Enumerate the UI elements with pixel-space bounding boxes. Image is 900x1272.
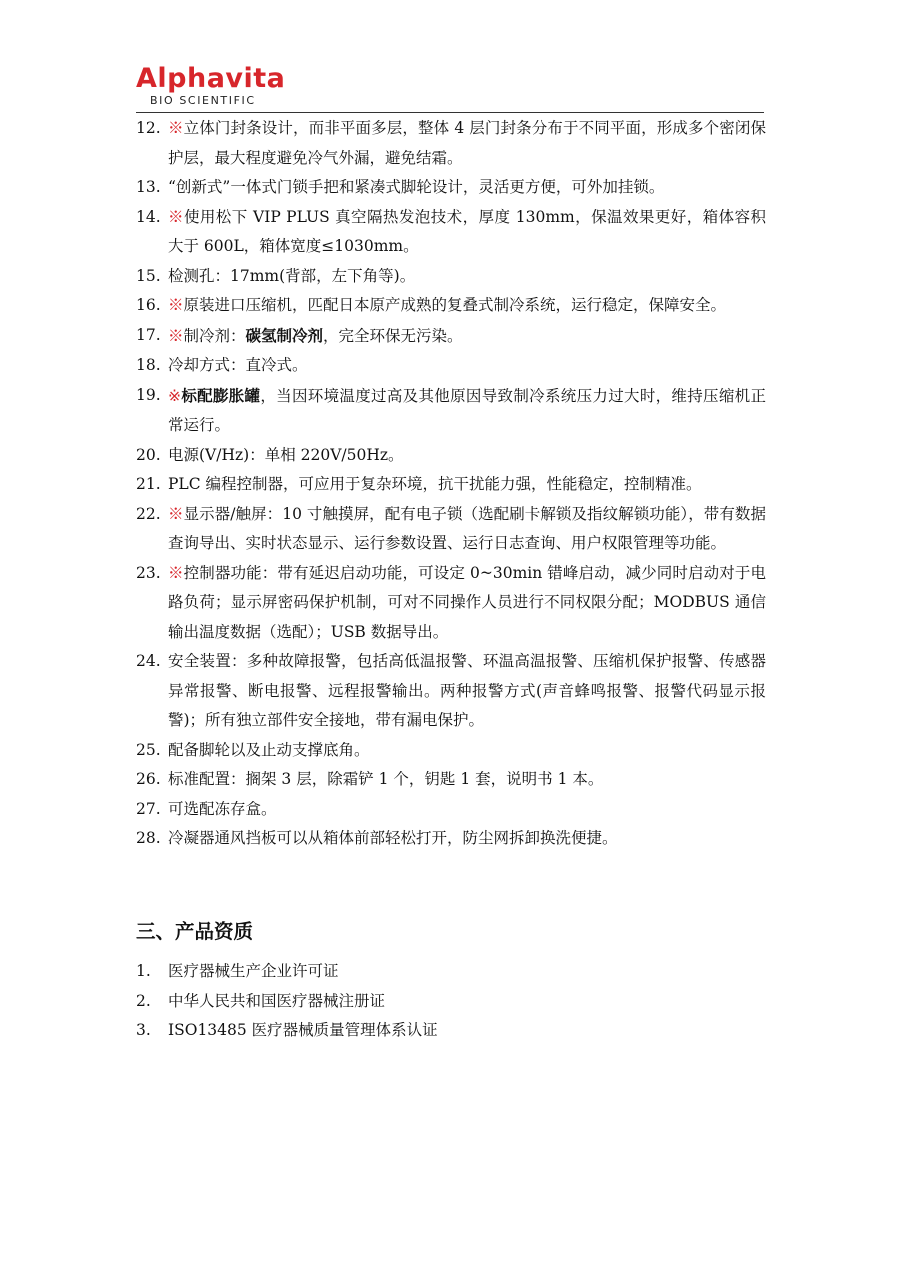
- list-item: [136, 114, 766, 173]
- item-text: [168, 203, 766, 262]
- list-item: [136, 441, 766, 471]
- item-number: 18.: [136, 356, 161, 374]
- header-divider: [136, 112, 764, 113]
- item-text-part: ，当因环境温度过高及其他原因导致制冷系统压力过大时，维持压缩机正常运行。: [168, 386, 766, 434]
- item-text: [168, 736, 766, 766]
- item-number: 13.: [136, 178, 161, 196]
- item-number: 15.: [136, 266, 161, 285]
- key-item-mark: ※: [168, 563, 184, 582]
- item-text-part: “创新式”一体式门锁手把和紧凑式脚轮设计，灵活更方便，可外加挂锁。: [168, 178, 665, 196]
- item-text: [168, 262, 766, 292]
- emphasis-text: 标配膨胀罐: [181, 385, 261, 405]
- feature-list: [136, 114, 766, 854]
- logo-wordmark: Alphavita: [136, 63, 286, 94]
- item-text: ISO13485 医疗器械质量管理体系认证: [168, 1021, 438, 1039]
- emphasis-text: 碳氢制冷剂: [245, 325, 324, 345]
- item-text: [168, 647, 766, 736]
- item-text-part: 显示器/触屏：10 寸触摸屏，配有电子锁（选配刷卡解锁及指纹解锁功能），带有数据查询导出、实时状态显示、运行参数设置、运行日志查询、用户权限管理等功能。: [168, 504, 766, 552]
- list-item: [136, 500, 766, 559]
- item-text: [168, 824, 766, 854]
- item-number: 25.: [136, 740, 161, 759]
- list-item: [136, 824, 766, 854]
- key-item-mark: ※: [168, 296, 184, 314]
- key-item-mark: ※: [168, 207, 184, 226]
- item-text: [168, 470, 766, 500]
- item-text: [168, 173, 766, 203]
- list-item: [136, 381, 766, 441]
- list-item: [136, 351, 766, 381]
- qualification-item: [136, 957, 766, 987]
- item-number: 22.: [136, 504, 161, 523]
- key-item-mark: ※: [168, 326, 184, 345]
- list-item: [136, 262, 766, 292]
- item-text: 医疗器械生产企业许可证: [168, 962, 339, 980]
- item-number: 3.: [136, 1021, 151, 1039]
- qualification-item: [136, 987, 766, 1017]
- item-text-part: 制冷剂：: [183, 326, 246, 345]
- item-number: 23.: [136, 563, 161, 582]
- item-text: [168, 291, 766, 321]
- item-number: 21.: [136, 475, 161, 493]
- item-number: 19.: [136, 385, 161, 404]
- item-text-part: 可选配冻存盒。: [168, 799, 277, 818]
- item-text-part: 标准配置：搁架 3 层，除霜铲 1 个，钥匙 1 套，说明书 1 本。: [168, 770, 604, 788]
- item-text: [168, 559, 766, 648]
- item-number: 26.: [136, 770, 161, 788]
- item-text-part: 控制器功能：带有延迟启动功能，可设定 0~30min 错峰启动，减少同时启动对于电路负荷；显示屏密码保护机制，可对不同操作人员进行不同权限分配；MODBUS 通信输出温度数据（选配）；USB 数据导出。: [168, 563, 766, 641]
- qualification-item: [136, 1016, 766, 1046]
- item-number: 16.: [136, 296, 161, 314]
- list-item: [136, 321, 766, 352]
- key-item-mark: ※: [168, 504, 184, 523]
- item-text: 中华人民共和国医疗器械注册证: [168, 991, 386, 1010]
- item-text-part: 立体门封条设计，而非平面多层，整体 4 层门封条分布于不同平面，形成多个密闭保护层，最大程度避免冷气外漏，避免结霜。: [168, 119, 766, 167]
- item-number: 17.: [136, 325, 161, 344]
- item-text: [168, 381, 766, 441]
- list-item: [136, 203, 766, 262]
- item-text: [168, 795, 766, 825]
- list-item: [136, 173, 766, 203]
- item-text-part: 配备脚轮以及止动支撑底角。: [168, 740, 370, 759]
- item-number: 28.: [136, 829, 161, 847]
- item-text: [168, 500, 766, 559]
- list-item: [136, 765, 766, 795]
- item-text-part: ，完全环保无污染。: [323, 326, 463, 345]
- item-text: [168, 765, 766, 795]
- item-text-part: PLC 编程控制器，可应用于复杂环境，抗干扰能力强，性能稳定，控制精准。: [168, 475, 702, 493]
- item-number: 14.: [136, 207, 161, 226]
- list-item: [136, 470, 766, 500]
- item-number: 24.: [136, 652, 161, 670]
- list-item: [136, 795, 766, 825]
- list-item: [136, 291, 766, 321]
- item-text: [168, 114, 766, 173]
- item-text-part: 使用松下 VIP PLUS 真空隔热发泡技术，厚度 130mm，保温效果更好，箱体容积大于 600L，箱体宽度≤1030mm。: [168, 207, 766, 255]
- list-item: [136, 647, 766, 736]
- section-title: 三、产品资质: [136, 920, 254, 943]
- item-text-part: 冷却方式：直冷式。: [168, 356, 308, 374]
- logo-subtitle: BIO SCIENTIFIC: [150, 94, 256, 107]
- item-text: [168, 441, 766, 471]
- item-number: 27.: [136, 799, 161, 818]
- item-text: [168, 351, 766, 381]
- company-logo: [136, 64, 285, 107]
- item-text-part: 安全装置：多种故障报警，包括高低温报警、环温高温报警、压缩机保护报警、传感器异常报警、断电报警、远程报警输出。两种报警方式(声音蜂鸣报警、报警代码显示报警)；所有独立部件安全接地，带有漏电保护。: [168, 652, 766, 729]
- item-number: 12.: [136, 119, 161, 137]
- item-number: 2.: [136, 991, 151, 1010]
- list-item: [136, 559, 766, 648]
- list-item: [136, 736, 766, 766]
- qualification-list: [136, 957, 766, 1046]
- item-number: 20.: [136, 445, 161, 464]
- item-text-part: 原装进口压缩机，匹配日本原产成熟的复叠式制冷系统，运行稳定，保障安全。: [183, 296, 727, 314]
- key-item-mark: ※: [168, 386, 182, 405]
- item-number: 1.: [136, 962, 151, 980]
- item-text-part: 电源(V/Hz)：单相 220V/50Hz。: [168, 445, 404, 464]
- key-item-mark: ※: [168, 119, 184, 137]
- item-text-part: 冷凝器通风挡板可以从箱体前部轻松打开，防尘网拆卸换洗便捷。: [168, 829, 618, 847]
- item-text: [168, 321, 766, 352]
- item-text-part: 检测孔：17mm(背部，左下角等)。: [168, 266, 416, 285]
